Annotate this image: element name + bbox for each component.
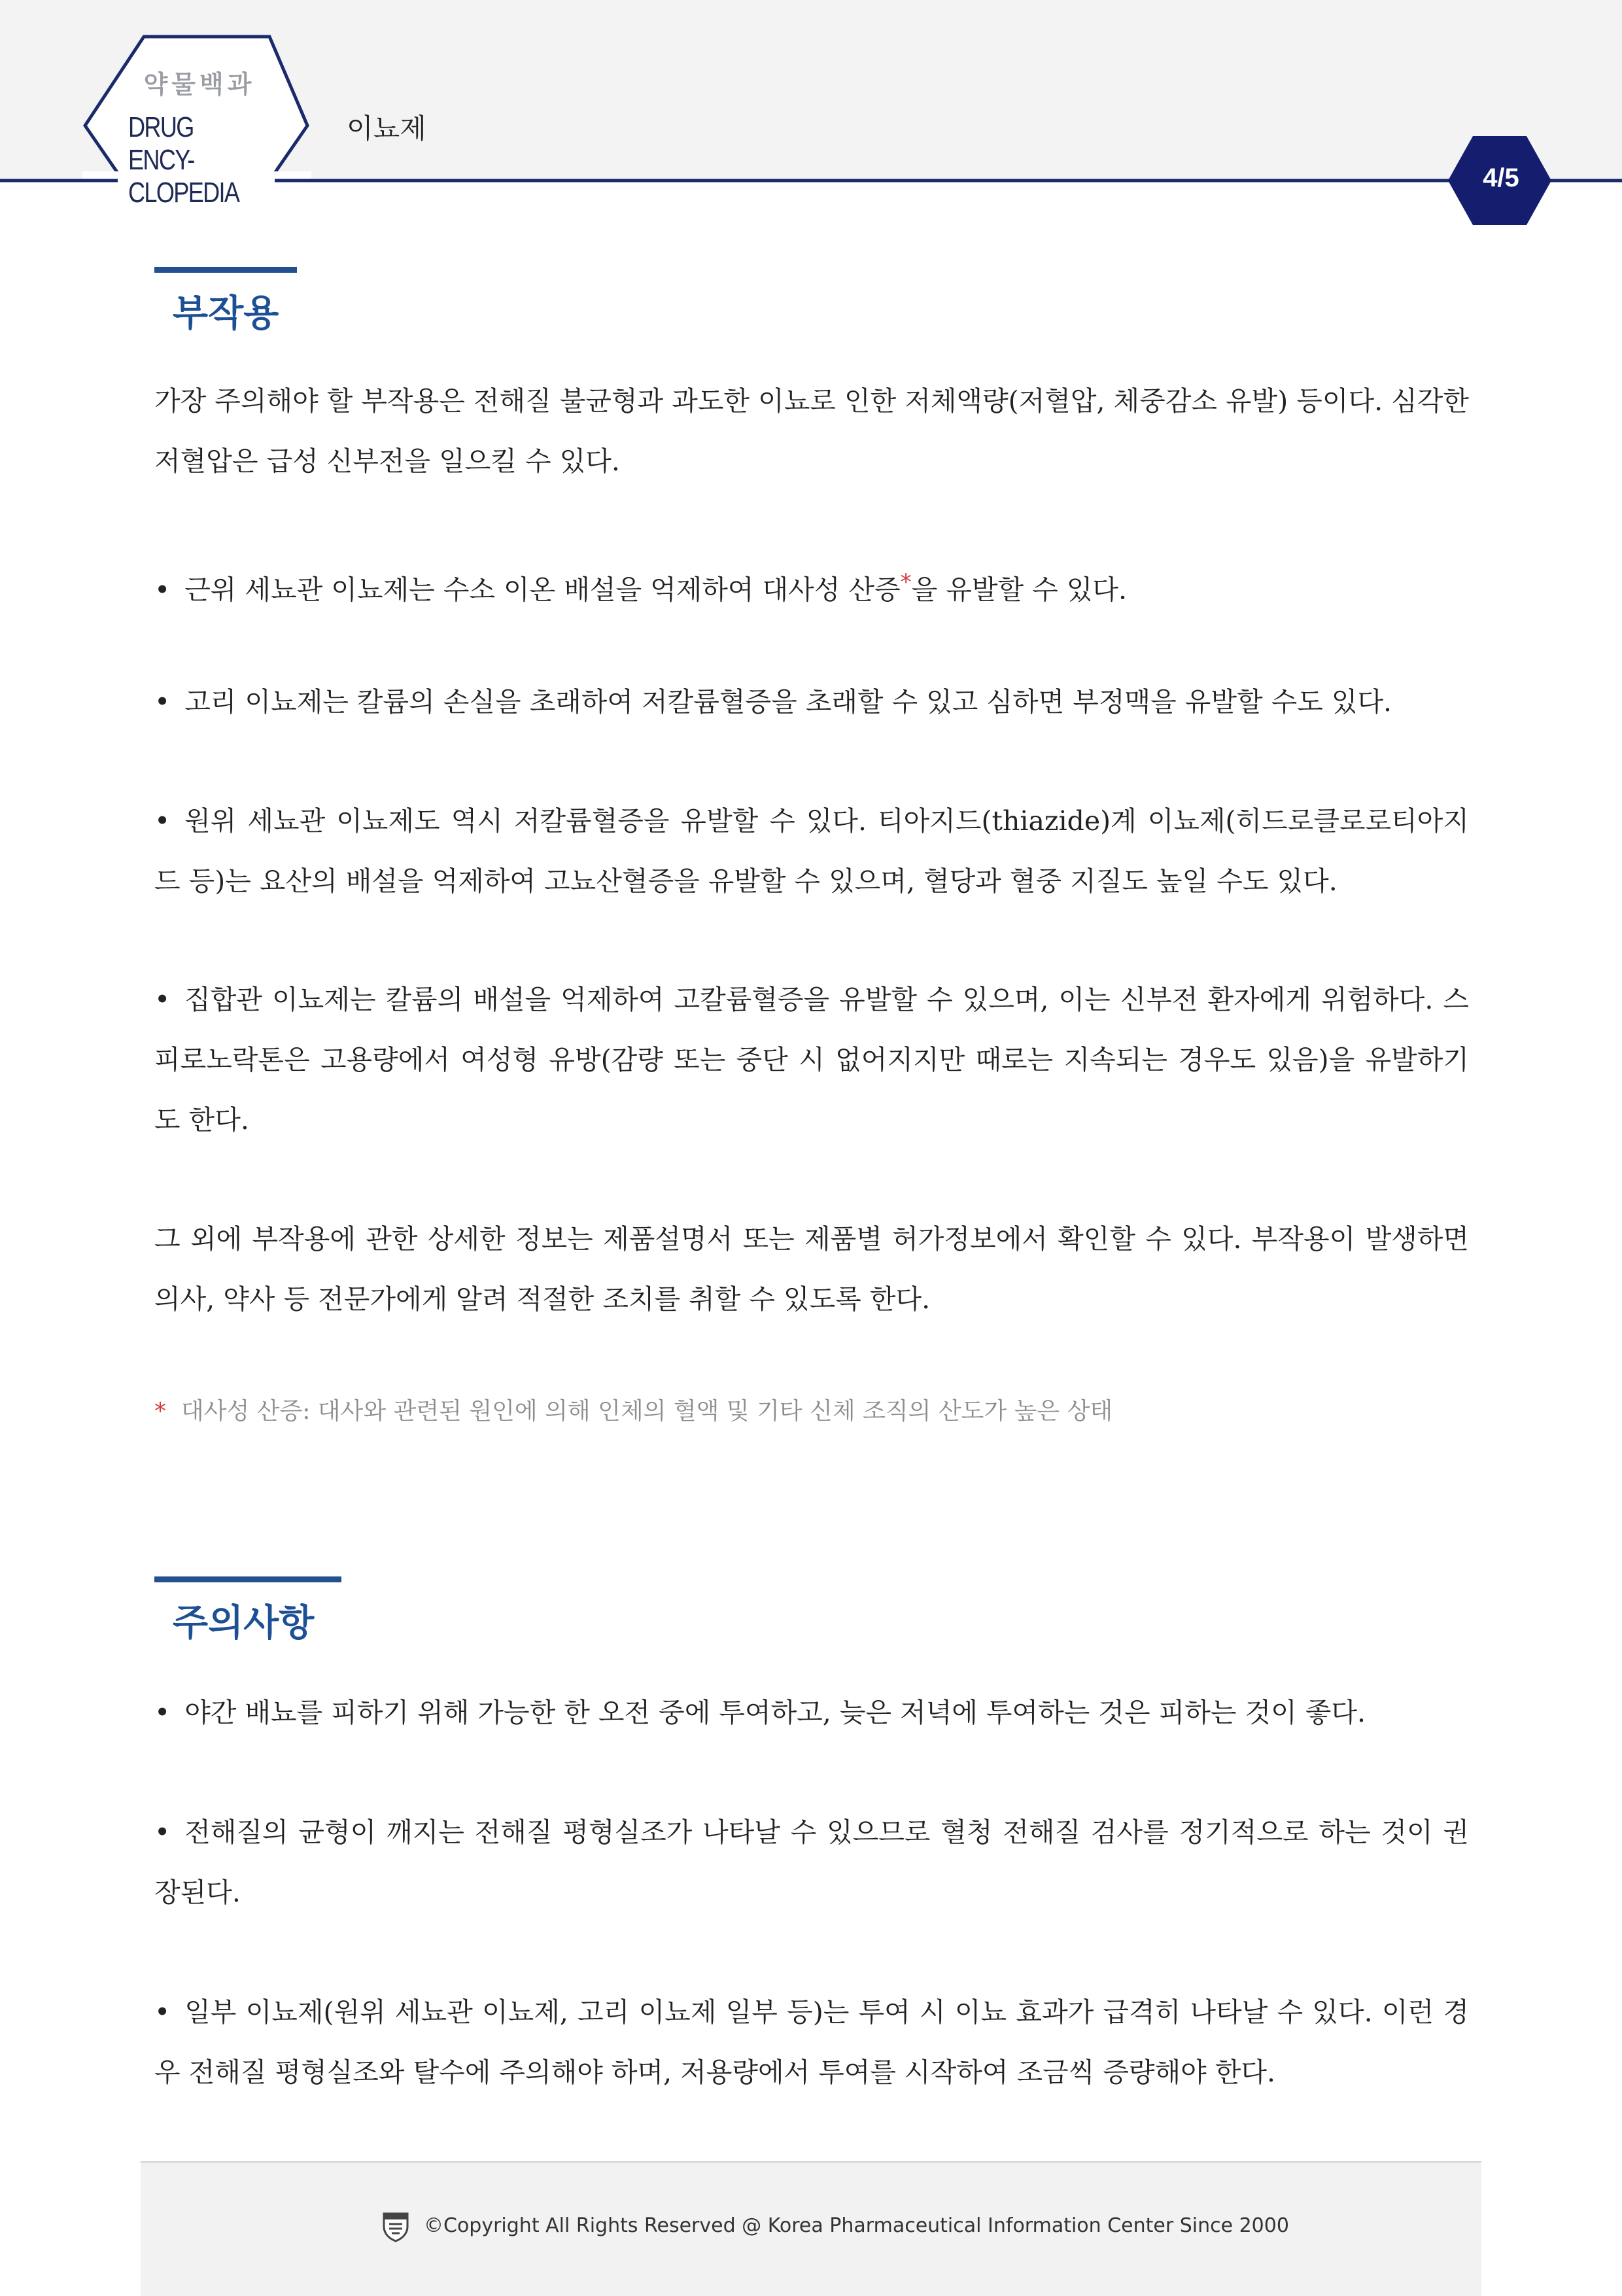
bullet-text: 전해질의 균형이 깨지는 전해질 평형실조가 나타날 수 있으므로 혈청 전해질 검사를 정기적으로 하는 것이 권장된다. xyxy=(154,1817,1469,1908)
bullet-text: 고리 이뇨제는 칼륨의 손실을 초래하여 저칼륨혈증을 초래할 수 있고 심하면 부정맥을 유발할 수도 있다. xyxy=(184,686,1392,718)
section-bar xyxy=(154,1576,341,1582)
section-bar xyxy=(154,267,297,273)
header-title: 이뇨제 xyxy=(347,113,426,145)
logo-en-line2: CLOPEDIA xyxy=(128,177,239,209)
logo-en-line1: DRUG ENCY- xyxy=(128,111,194,176)
bullet-text: 야간 배뇨를 피하기 위해 가능한 한 오전 중에 투여하고, 늦은 저녁에 투여하는 것은 피하는 것이 좋다. xyxy=(184,1697,1366,1728)
bullet-text: 원위 세뇨관 이뇨제도 역시 저칼륨혈증을 유발할 수 있다. 티아지드(thiazide)계 이뇨제(히드로클로로티아지드 등)는 요산의 배설을 억제하여 고뇨산혈증을 유발할 수 있으며, 혈당과 혈중 지질도 높일 수도 있다. xyxy=(154,805,1469,897)
bullet: • xyxy=(154,686,171,718)
bullet: • xyxy=(154,574,171,606)
footnote xyxy=(154,1392,1469,1431)
bullet: • xyxy=(154,805,171,837)
precautions-bullet-2 xyxy=(154,1802,1469,1922)
side-effects-bullet-1 xyxy=(154,552,1469,620)
bullet-text: 근위 세뇨관 이뇨제는 수소 이온 배설을 억제하여 대사성 산증 xyxy=(184,574,901,606)
side-effects-outro: 그 외에 부작용에 관한 상세한 정보는 제품설명서 또는 제품별 허가정보에서 확인할 수 있다. 부작용이 발생하면 의사, 약사 등 전문가에게 알려 적절한 조치를 취할 수 있도록 한다. xyxy=(154,1223,1469,1315)
bullet: • xyxy=(154,1697,171,1728)
bullet-text: 일부 이뇨제(원위 세뇨관 이뇨제, 고리 이뇨제 일부 등)는 투여 시 이뇨 효과가 급격히 나타날 수 있다. 이런 경우 전해질 평형실조와 탈수에 주의해야 하며, 저용량에서 투여를 시작하여 조금씩 증량해야 한다. xyxy=(154,1996,1469,2088)
bullet: • xyxy=(154,1817,171,1848)
side-effects-bullet-2 xyxy=(154,672,1469,732)
footnote-text: 대사성 산증: 대사와 관련된 원인에 의해 인체의 혈액 및 기타 신체 조직의 산도가 높은 상태 xyxy=(181,1398,1113,1425)
precautions-bullet-3 xyxy=(154,1982,1469,2102)
side-effects-bullet-4 xyxy=(154,969,1469,1150)
bullet: • xyxy=(154,1996,171,2028)
bullet-text-end: 을 유발할 수 있다. xyxy=(911,574,1128,606)
precautions-bullet-1 xyxy=(154,1682,1469,1743)
shield-emblem-icon xyxy=(383,2212,409,2242)
section-title-side-effects: 부작용 xyxy=(173,292,279,335)
logo-korean: 약물백과 xyxy=(143,70,256,99)
side-effects-intro: 가장 주의해야 할 부작용은 전해질 불균형과 과도한 이뇨로 인한 저체액량(저혈압, 체중감소 유발) 등이다. 심각한 저혈압은 급성 신부전을 일으킬 수 있다. xyxy=(154,385,1469,477)
footnote-marker: * xyxy=(900,569,912,595)
page-number: 4/5 xyxy=(1483,164,1519,192)
bullet-text: 집합관 이뇨제는 칼륨의 배설을 억제하여 고칼륨혈증을 유발할 수 있으며, 이는 신부전 환자에게 위험하다. 스피로노락톤은 고용량에서 여성형 유방(감량 또는 중단 시 없어지지만 때로는 지속되는 경우도 있음)을 유발하기도 한다. xyxy=(154,984,1469,1136)
side-effects-bullet-3 xyxy=(154,791,1469,911)
bullet: • xyxy=(154,984,171,1015)
section-title-precautions: 주의사항 xyxy=(173,1602,315,1644)
copyright-text: ©Copyright All Rights Reserved @ Korea Pharmaceutical Information Center Since 2000 xyxy=(424,2214,1289,2237)
logo-english xyxy=(128,111,252,209)
footnote-star: * xyxy=(154,1398,166,1425)
